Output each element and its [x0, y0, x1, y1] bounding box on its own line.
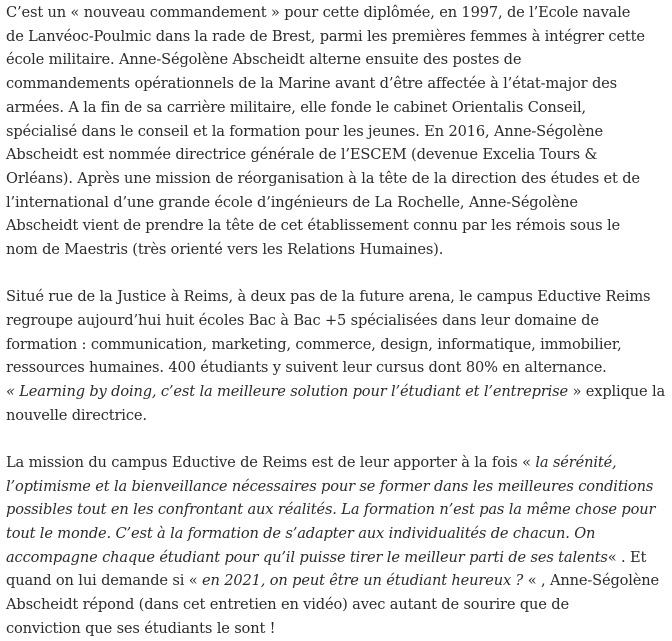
text-line [6, 48, 668, 72]
body-text: quand on lui demande si « [6, 572, 203, 590]
body-text: Orléans). Après une mission de réorganisation à la tête de la direction des études et de [6, 169, 640, 187]
italic-quote-text: l’optimisme et la bienveillance nécessaires pour se former dans les meilleures conditions [6, 477, 654, 495]
text-line [6, 1, 668, 25]
body-text: Abscheidt est nommée directrice générale de l’ESCEM (devenue Excelia Tours & [6, 146, 598, 164]
body-text: Situé rue de la Justice à Reims, à deux pas de la future arena, le campus Eductive Reims [6, 288, 651, 306]
body-text: nouvelle directrice. [6, 406, 147, 424]
body-text: Abscheidt répond (dans cet entretien en vidéo) avec autant de sourire que de [6, 596, 569, 614]
body-text: C’est un « nouveau commandement » pour cette diplômée, en 1997, de l’Ecole navale [6, 4, 631, 21]
body-text: spécialisé dans le conseil et la formation pour les jeunes. En 2016, Anne-Ségolène [6, 122, 604, 140]
text-line [6, 475, 668, 499]
body-text: « , Anne-Ségolène [523, 572, 660, 590]
body-text: ressources humaines. 400 étudiants y suivent leur cursus dont 80% en alternance. [6, 359, 607, 377]
body-text: école militaire. Anne-Ségolène Abscheidt alterne ensuite des postes de [6, 51, 522, 69]
body-text: » explique la [568, 383, 666, 401]
text-line [6, 356, 668, 380]
text-line [6, 569, 668, 593]
italic-quote-text: possibles tout en les confrontant aux réalités. La formation n’est pas la même chose pour [6, 501, 656, 519]
text-line [6, 593, 668, 617]
body-text: conviction que ses étudiants le sont ! [6, 619, 276, 637]
text-line [6, 451, 668, 475]
body-text: Abscheidt vient de prendre la tête de cet établissement connu par les rémois sous le [6, 217, 620, 235]
italic-quote-text: la sérénité, [535, 453, 617, 471]
body-text: formation : communication, marketing, commerce, design, informatique, immobilier, [6, 335, 622, 353]
body-text: armées. A la fin de sa carrière militaire, elle fonde le cabinet Orientalis Conseil, [6, 98, 586, 116]
text-line [6, 72, 668, 96]
text-line [6, 309, 668, 333]
italic-quote-text: « Learning by doing, c’est la meilleure solution pour l’étudiant et l’entreprise [6, 383, 569, 401]
body-text: nom de Maestris (très orienté vers les Relations Humaines). [6, 241, 444, 259]
body-text: commandements opérationnels de la Marine avant d’être affectée à l’état-major des [6, 75, 617, 93]
text-line [6, 214, 668, 238]
text-line [6, 143, 668, 167]
text-line [6, 238, 668, 262]
text-line [6, 120, 668, 144]
text-line [6, 546, 668, 570]
italic-quote-text: tout le monde. C’est à la formation de s’adapter aux individualités de chacun. On [6, 525, 596, 543]
article-paragraph [6, 451, 668, 641]
text-line [6, 333, 668, 357]
text-line [6, 191, 668, 215]
text-line [6, 167, 668, 191]
body-text: l’international d’une grande école d’ingénieurs de La Rochelle, Anne-Ségolène [6, 193, 578, 211]
text-line [6, 380, 668, 404]
text-line [6, 285, 668, 309]
body-text: La mission du campus Eductive de Reims est de leur apporter à la fois « [6, 453, 536, 471]
body-text: regroupe aujourd’hui huit écoles Bac à Bac +5 spécialisées dans leur domaine de [6, 311, 599, 329]
italic-quote-text: accompagne chaque étudiant pour qu’il puisse tirer le meilleur parti de ses talents [6, 548, 608, 566]
article-paragraph [6, 285, 668, 427]
article-paragraph [6, 1, 668, 262]
text-line [6, 522, 668, 546]
text-line [6, 498, 668, 522]
text-line [6, 617, 668, 641]
text-line [6, 404, 668, 428]
body-text: de Lanvéoc-Poulmic dans la rade de Brest, parmi les premières femmes à intégrer cette [6, 27, 645, 45]
body-text: « . Et [607, 548, 647, 566]
text-line [6, 96, 668, 120]
italic-quote-text: en 2021, on peut être un étudiant heureux ? [202, 572, 524, 590]
text-line [6, 25, 668, 49]
